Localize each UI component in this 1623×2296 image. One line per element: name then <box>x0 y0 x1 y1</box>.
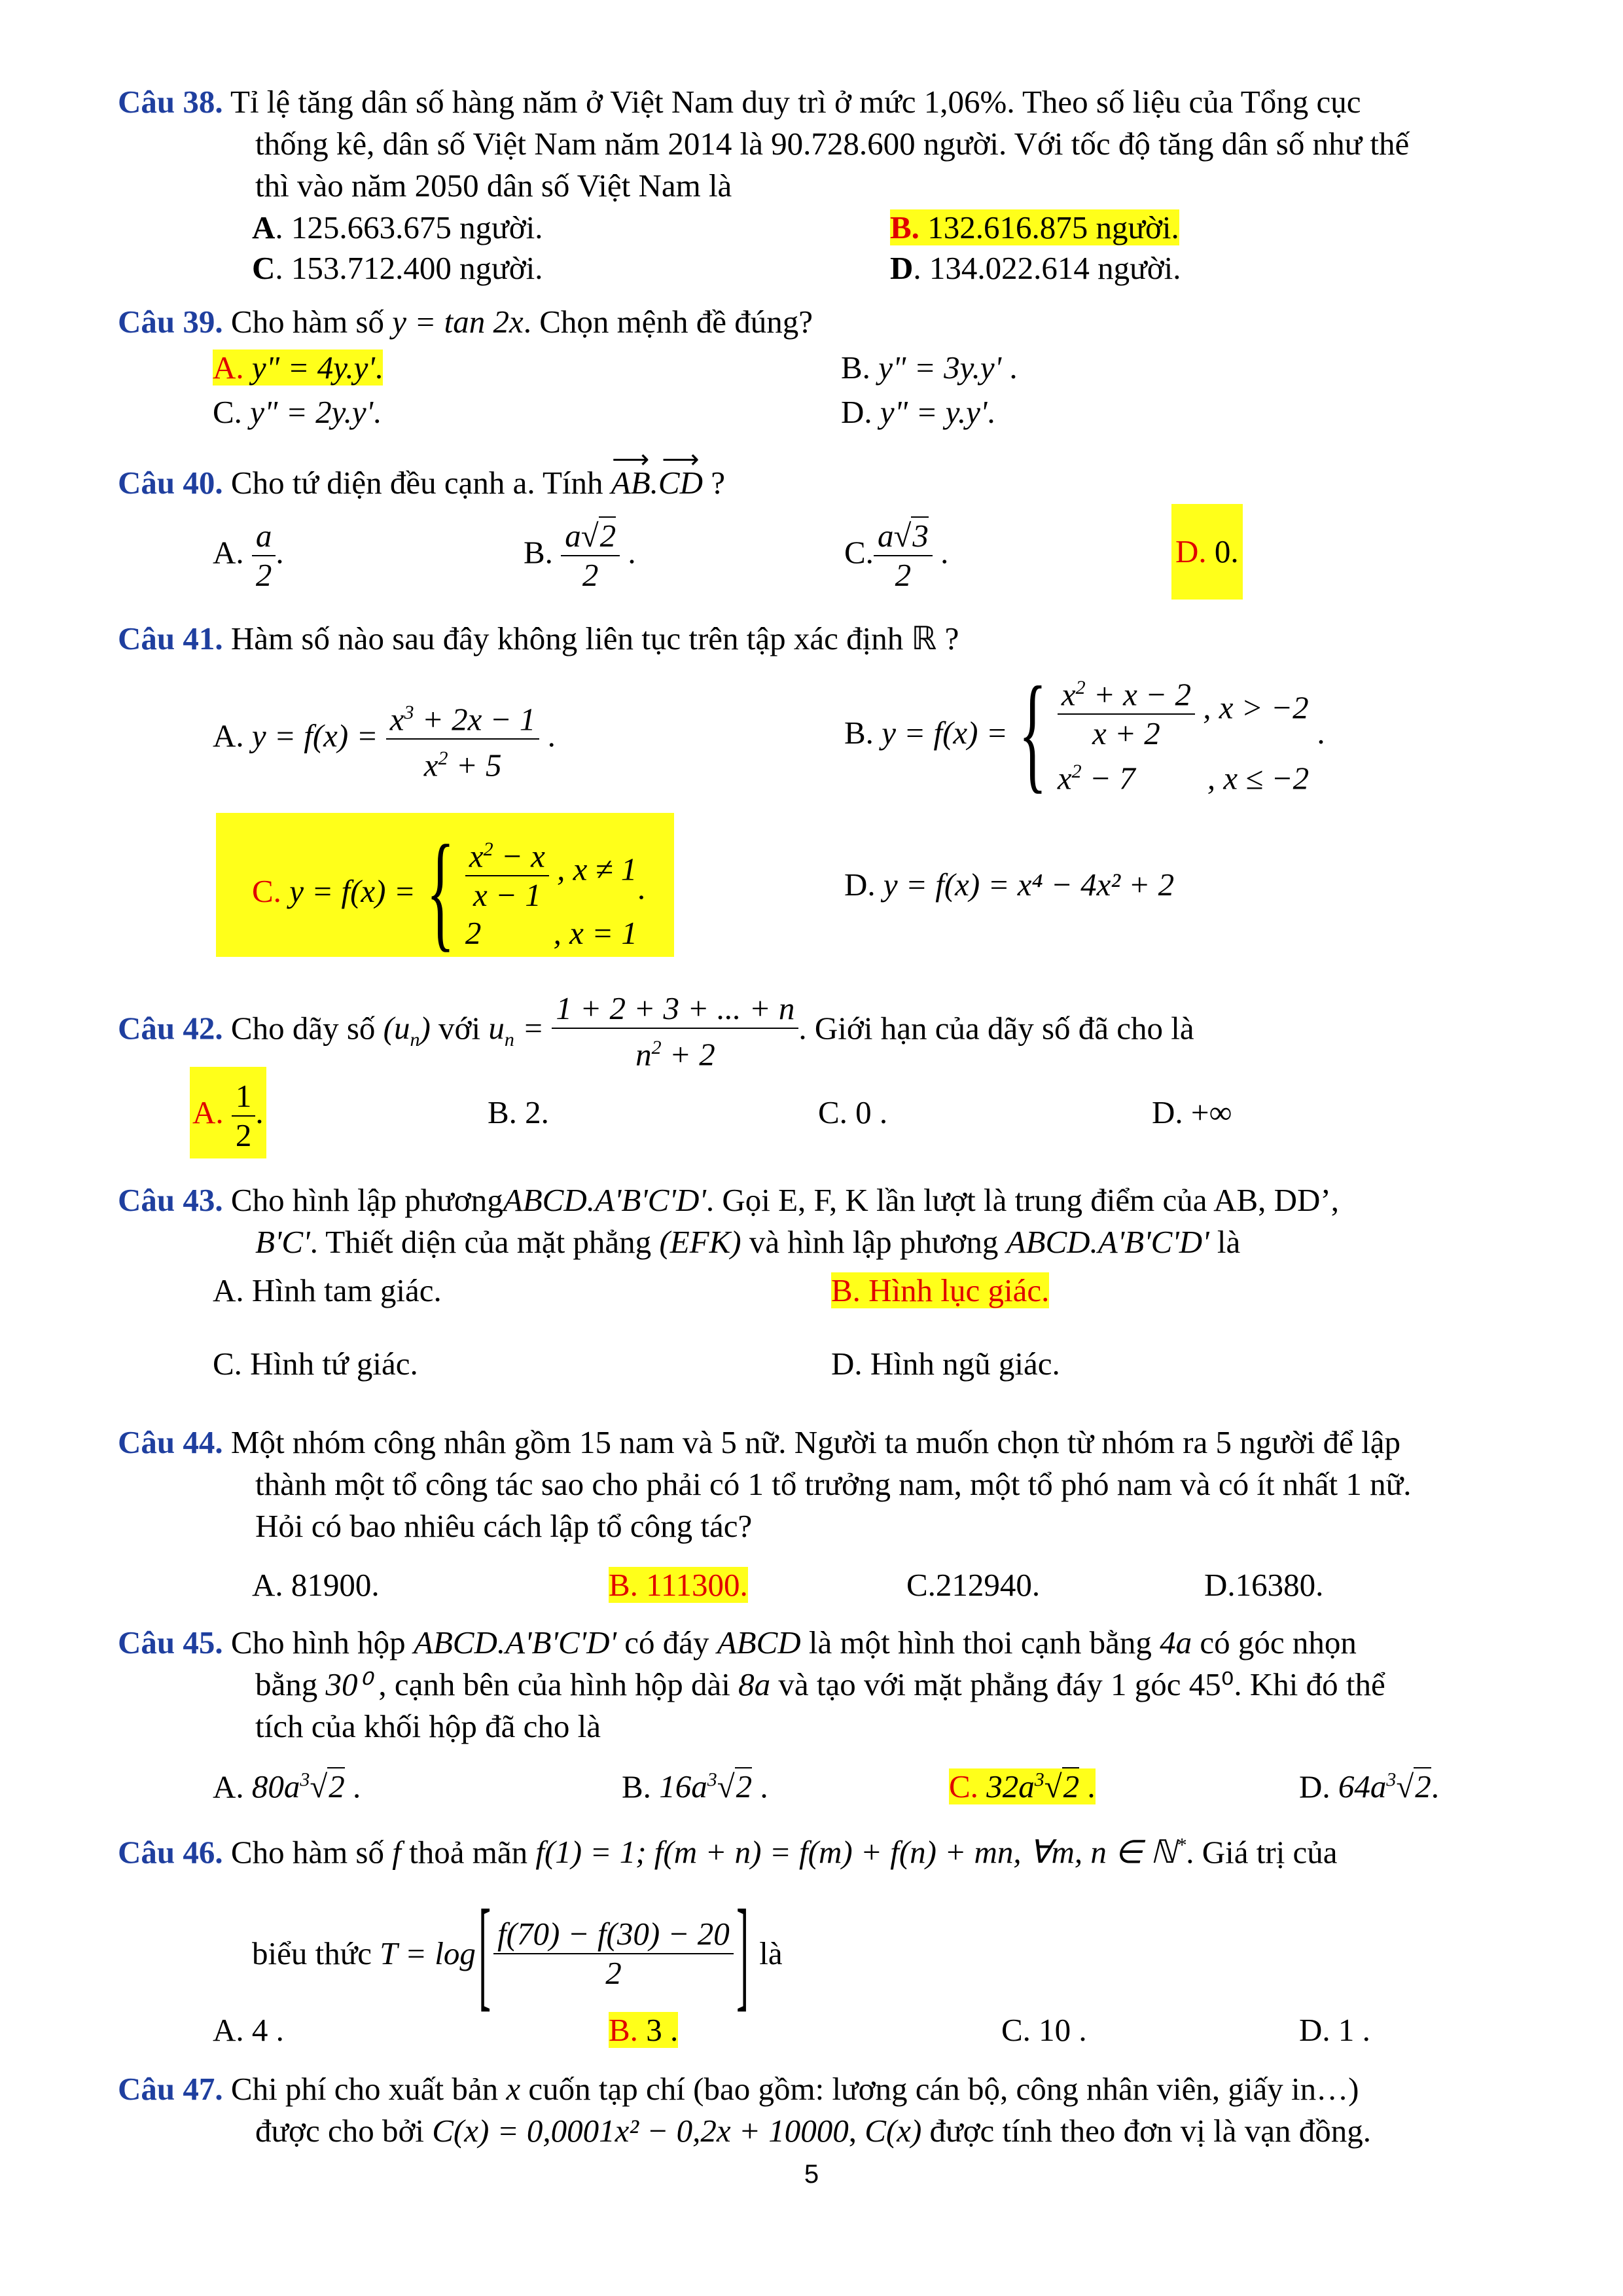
answer-c[interactable]: C. 10 . <box>1001 2012 1087 2048</box>
answer-c[interactable]: C. Hình tứ giác. <box>213 1346 418 1382</box>
answer-d[interactable]: D. Hình ngũ giác. <box>831 1346 1060 1382</box>
vector-cd: ⟶ CD <box>658 462 703 504</box>
question-text: Tỉ lệ tăng dân số hàng năm ở Việt Nam duy trì ở mức 1,06%. Theo số liệu của Tổng cục <box>230 84 1361 120</box>
math-expression: 8a <box>738 1666 771 1702</box>
answer-c[interactable]: C. $\frac{a√3}{2}$ . <box>844 518 949 593</box>
answer-d[interactable]: D. +∞ <box>1152 1094 1232 1130</box>
answer-b-correct[interactable]: B. 3 . <box>609 2012 679 2048</box>
answer-b-correct[interactable]: B. Hình lục giác. <box>831 1272 1050 1308</box>
question-text: . Giới hạn của dãy số đã cho là <box>798 1010 1194 1047</box>
question-text: và hình lập phương <box>749 1224 999 1260</box>
question-text: thống kê, dân số Việt Nam năm 2014 là 90.728.600 người. Với tốc độ tăng dân số như thế <box>255 126 1410 162</box>
question-text: biểu thức <box>252 1935 372 1971</box>
question-number: Câu 40. <box>118 465 223 501</box>
question-text: thoả mãn <box>409 1834 528 1871</box>
question-number: Câu 43. <box>118 1182 223 1218</box>
answer-d[interactable]: D. y" = y.y'. <box>841 394 995 430</box>
answer-c[interactable]: C. y" = 2y.y'. <box>213 394 382 430</box>
question-text: và tạo với mặt phẳng đáy 1 góc 45⁰. Khi đó thể <box>778 1666 1385 1702</box>
question-text: có góc nhọn <box>1200 1624 1357 1660</box>
question-text: . Thiết diện của mặt phẳng <box>310 1224 652 1260</box>
math-expression: B'C' <box>255 1224 310 1260</box>
answer-d[interactable]: D. y = f(x) = x⁴ − 4x² + 2 <box>844 867 1175 903</box>
question-text: Hàm số nào sau đây không liên tục trên tập xác định ℝ ? <box>230 620 959 656</box>
question-text: . Giá trị của <box>1186 1834 1338 1871</box>
question-number: Câu 45. <box>118 1624 223 1660</box>
math-expression: ABCD.A'B'C'D' <box>1006 1224 1209 1260</box>
answer-a-correct[interactable]: A. $\frac{1}{2}$ . <box>190 1067 266 1158</box>
question-38 <box>118 81 1558 207</box>
question-44 <box>118 1422 1558 1547</box>
page-number: 5 <box>804 2160 819 2189</box>
question-text: Cho dãy số <box>230 1010 376 1047</box>
answer-a[interactable]: A. 81900. <box>252 1567 380 1603</box>
question-text: được tính theo đơn vị là vạn đồng. <box>929 2113 1371 2149</box>
answer-a[interactable]: A. $\frac{a}{2}$ . <box>213 518 284 593</box>
question-text: là <box>1217 1224 1241 1260</box>
question-number: Câu 46. <box>118 1834 223 1871</box>
math-expression: x <box>506 2071 521 2107</box>
question-text: là một hình thoi cạnh bằng <box>808 1624 1152 1660</box>
question-text: . Gọi E, F, K lần lượt là trung điểm của AB, DD’, <box>705 1182 1339 1218</box>
answer-d[interactable]: D. 1 . <box>1299 2012 1370 2048</box>
question-text: ? <box>711 465 725 501</box>
answer-a[interactable]: A. 125.663.675 người. <box>252 209 543 245</box>
question-number: Câu 44. <box>118 1424 223 1460</box>
question-text: Cho tứ diện đều cạnh a. Tính <box>230 465 603 501</box>
math-expression: f(1) = 1; f(m + n) = f(m) + f(n) + mn, ∀m, n ∈ ℕ* <box>535 1834 1186 1871</box>
answer-a[interactable]: A. $80a^3√2$ . <box>213 1768 361 1805</box>
question-text: . Chọn mệnh đề đúng? <box>523 304 813 340</box>
math-expression: f <box>392 1834 401 1871</box>
answer-c[interactable]: C. 153.712.400 người. <box>252 250 543 286</box>
answer-c[interactable]: C. 0 . <box>818 1094 888 1130</box>
question-text: cuốn tạp chí (bao gồm: lương cán bộ, công nhân viên, giấy in…) <box>528 2071 1359 2107</box>
answer-b[interactable]: B. $16a^3√2$ . <box>622 1768 768 1805</box>
answer-b[interactable]: B. y" = 3y.y' . <box>841 350 1018 386</box>
question-42: Câu 42. Cho dãy số $(u_n)$ với $u_n$ = $\frac{1 + 2 + 3 + ... + n}{n^2 + 2}$ . Giới hạn của dãy số đã cho là <box>118 990 1194 1073</box>
answer-d[interactable]: D.16380. <box>1204 1567 1324 1603</box>
question-43 <box>118 1179 1558 1263</box>
question-text: Hỏi có bao nhiêu cách lập tổ công tác? <box>255 1508 753 1544</box>
question-47: Câu 47. Chi phí cho xuất bản x cuốn tạp chí (bao gồm: lương cán bộ, công nhân viên, giấy in…) được cho bởi C(x) = 0,0001x² − 0,2x + 10000, C(x) được tính theo đơn vị là vạn đồng. <box>118 2071 1371 2149</box>
question-text: Cho hình lập phương <box>230 1182 503 1218</box>
question-46 <box>118 1825 1558 1873</box>
question-number: Câu 38. <box>118 84 223 120</box>
vector-ab: ⟶ AB <box>611 462 651 504</box>
question-text: Cho hình hộp <box>230 1624 406 1660</box>
question-text: thì vào năm 2050 dân số Việt Nam là <box>255 168 732 204</box>
math-expression: ABCD <box>717 1624 801 1660</box>
question-text: Cho hàm số <box>230 1834 385 1871</box>
math-expression: (EFK) <box>659 1224 741 1260</box>
answer-d-correct[interactable]: D. 0. <box>1171 504 1243 600</box>
question-40: Câu 40. Cho tứ diện đều cạnh a. Tính ⟶ AB.⟶ CD ? <box>118 462 1558 504</box>
question-39 <box>118 301 1558 343</box>
math-expression: ABCD.A'B'C'D' <box>413 1624 616 1660</box>
question-45 <box>118 1622 1558 1748</box>
question-46-expression: biểu thức T = log[ $\frac{f(70) - f(30) - 20}{2}$ ] là <box>252 1885 783 2022</box>
question-number: Câu 39. <box>118 304 223 340</box>
answer-c[interactable]: C.212940. <box>906 1567 1041 1603</box>
question-number: Câu 47. <box>118 2071 223 2107</box>
answer-b[interactable]: B. 2. <box>488 1094 549 1130</box>
answer-a[interactable]: A. Hình tam giác. <box>213 1272 442 1308</box>
question-text: , cạnh bên của hình hộp dài <box>378 1666 730 1702</box>
math-expression: ABCD.A'B'C'D' <box>503 1182 706 1218</box>
question-text: là <box>759 1935 783 1971</box>
question-text: bằng <box>255 1666 318 1702</box>
answer-d[interactable]: D. 134.022.614 người. <box>890 250 1181 286</box>
math-expression: C(x) = 0,0001x² − 0,2x + 10000 <box>432 2113 849 2149</box>
answer-a[interactable]: A. y = f(x) = $\frac{x^3 + 2x - 1}{x^2 + 5}$ . <box>213 694 556 785</box>
math-expression: y = tan 2x <box>392 304 524 340</box>
question-text: với <box>438 1010 481 1047</box>
answer-b-correct[interactable]: B. 111300. <box>609 1567 748 1603</box>
question-text: Chi phí cho xuất bản <box>230 2071 499 2107</box>
question-text: Cho hàm số <box>230 304 385 340</box>
math-expression: 4a <box>1160 1624 1192 1660</box>
question-number: Câu 41. <box>118 620 223 656</box>
answer-c-correct[interactable]: C. y = f(x) ={ $\frac{x^2 - x}{x - 1}$ , x ≠ 1 2 , x = 1. <box>216 813 674 957</box>
answer-b-correct[interactable]: B. 132.616.875 người. <box>890 209 1179 245</box>
question-text: Một nhóm công nhân gồm 15 nam và 5 nữ. Người ta muốn chọn từ nhóm ra 5 người để lập <box>230 1424 1400 1460</box>
answer-a[interactable]: A. 4 . <box>213 2012 284 2048</box>
question-text: tích của khối hộp đã cho là <box>255 1708 601 1744</box>
answer-c-correct[interactable]: C. $32a^3√2$ . <box>949 1768 1096 1805</box>
question-text: được cho bởi <box>255 2113 424 2149</box>
answer-a-correct[interactable]: A. y" = 4y.y'. <box>213 350 383 386</box>
answer-b[interactable]: B. y = f(x) ={ $\frac{x^2 + x - 2}{x + 2}$ , x > −2 $x^2 - 7$ , x ≤ −2 . <box>844 660 1325 805</box>
answer-d[interactable]: D. $64a^3√2$. <box>1299 1768 1440 1805</box>
question-number: Câu 42. <box>118 1010 223 1047</box>
answer-b[interactable]: B. $\frac{a√2}{2}$ . <box>524 518 636 593</box>
math-expression: 30⁰ <box>325 1666 371 1702</box>
question-text: có đáy <box>624 1624 709 1660</box>
question-41 <box>118 618 1558 660</box>
question-text: thành một tổ công tác sao cho phải có 1 tổ trưởng nam, một tổ phó nam và có ít nhất 1 nữ. <box>255 1466 1412 1502</box>
